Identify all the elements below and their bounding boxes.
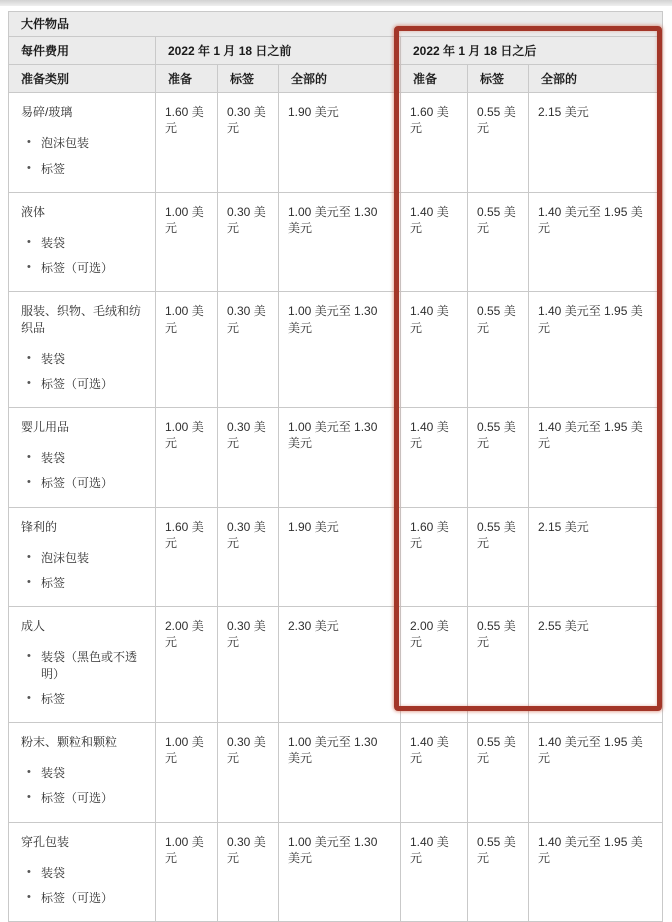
after-label-fee: 0.55 美元 <box>468 192 529 292</box>
column-header-row <box>9 65 663 93</box>
prep-requirement: • 装袋（黑色或不透明） <box>25 649 147 681</box>
after-label-fee: 0.55 美元 <box>468 408 529 508</box>
after-total-column-header: 全部的 <box>529 65 663 93</box>
after-total-fee: 2.55 美元 <box>529 607 663 723</box>
prep-requirement: • 标签（可选） <box>25 260 147 276</box>
before-label-fee: 0.30 美元 <box>218 192 279 292</box>
prep-requirement: • 标签 <box>25 161 147 177</box>
prep-requirement: • 装袋 <box>25 235 147 251</box>
table-row <box>9 408 663 508</box>
before-label-fee: 0.30 美元 <box>218 822 279 922</box>
table-row <box>9 93 663 193</box>
prep-requirements-list <box>21 351 147 392</box>
table-row <box>9 292 663 408</box>
before-label-fee: 0.30 美元 <box>218 722 279 822</box>
prep-category-column-header: 准备类别 <box>9 65 156 93</box>
prep-category-name: 锋利的 <box>21 519 58 534</box>
before-total-fee: 1.00 美元至 1.30 美元 <box>279 722 401 822</box>
before-total-fee: 1.90 美元 <box>279 507 401 607</box>
before-prep-fee: 1.00 美元 <box>156 192 218 292</box>
before-label-fee: 0.30 美元 <box>218 507 279 607</box>
prep-requirement: • 泡沫包装 <box>25 135 147 151</box>
before-total-fee: 1.00 美元至 1.30 美元 <box>279 408 401 508</box>
after-prep-fee: 1.60 美元 <box>401 507 468 607</box>
after-total-fee: 2.15 美元 <box>529 507 663 607</box>
prep-category-name: 液体 <box>21 204 46 219</box>
prep-requirement: • 标签 <box>25 575 147 591</box>
table-row <box>9 822 663 922</box>
prep-requirement: • 标签 <box>25 691 147 707</box>
before-label-fee: 0.30 美元 <box>218 607 279 723</box>
before-prep-fee: 1.60 美元 <box>156 507 218 607</box>
table-row <box>9 722 663 822</box>
after-total-fee: 2.15 美元 <box>529 93 663 193</box>
after-date-header: 2022 年 1 月 18 日之后 <box>401 37 663 65</box>
after-prep-fee: 1.40 美元 <box>401 722 468 822</box>
fee-per-unit-header: 每件费用 <box>9 37 156 65</box>
before-total-column-header: 全部的 <box>279 65 401 93</box>
prep-category-name: 成人 <box>21 619 46 634</box>
before-label-fee: 0.30 美元 <box>218 93 279 193</box>
prep-requirement: • 标签（可选） <box>25 790 147 806</box>
prep-requirements-list <box>21 135 147 176</box>
after-total-fee: 1.40 美元至 1.95 美元 <box>529 408 663 508</box>
before-prep-fee: 1.00 美元 <box>156 822 218 922</box>
prep-fees-table <box>8 11 663 922</box>
before-prep-fee: 1.60 美元 <box>156 93 218 193</box>
before-prep-fee: 1.00 美元 <box>156 722 218 822</box>
before-total-fee: 1.00 美元至 1.30 美元 <box>279 292 401 408</box>
after-total-fee: 1.40 美元至 1.95 美元 <box>529 292 663 408</box>
after-prep-fee: 2.00 美元 <box>401 607 468 723</box>
after-prep-fee: 1.40 美元 <box>401 822 468 922</box>
after-prep-fee: 1.40 美元 <box>401 292 468 408</box>
before-prep-fee: 1.00 美元 <box>156 408 218 508</box>
prep-requirement: • 装袋 <box>25 450 147 466</box>
prep-requirements-list <box>21 865 147 906</box>
table-title-row <box>9 12 663 37</box>
after-prep-fee: 1.40 美元 <box>401 192 468 292</box>
prep-requirement: • 装袋 <box>25 351 147 367</box>
table-row <box>9 507 663 607</box>
after-label-fee: 0.55 美元 <box>468 822 529 922</box>
before-date-header: 2022 年 1 月 18 日之前 <box>156 37 401 65</box>
prep-category-name: 粉末、颗粒和颗粒 <box>21 734 118 749</box>
prep-requirement: • 泡沫包装 <box>25 550 147 566</box>
before-total-fee: 1.00 美元至 1.30 美元 <box>279 192 401 292</box>
before-prep-fee: 1.00 美元 <box>156 292 218 408</box>
after-total-fee: 1.40 美元至 1.95 美元 <box>529 822 663 922</box>
after-total-fee: 1.40 美元至 1.95 美元 <box>529 722 663 822</box>
prep-requirements-list <box>21 649 147 707</box>
table-row <box>9 192 663 292</box>
prep-category-name: 婴儿用品 <box>21 420 70 435</box>
prep-requirements-list <box>21 550 147 591</box>
table-title: 大件物品 <box>9 12 663 37</box>
prep-requirement: • 标签（可选） <box>25 890 147 906</box>
prep-requirements-list <box>21 235 147 276</box>
prep-category-name: 服装、织物、毛绒和纺织品 <box>21 304 142 335</box>
after-label-fee: 0.55 美元 <box>468 507 529 607</box>
before-total-fee: 1.00 美元至 1.30 美元 <box>279 822 401 922</box>
before-label-fee: 0.30 美元 <box>218 408 279 508</box>
table-row <box>9 607 663 723</box>
after-total-fee: 1.40 美元至 1.95 美元 <box>529 192 663 292</box>
after-label-fee: 0.55 美元 <box>468 722 529 822</box>
after-prep-column-header: 准备 <box>401 65 468 93</box>
fee-period-header-row <box>9 37 663 65</box>
before-label-column-header: 标签 <box>218 65 279 93</box>
prep-category-name: 穿孔包装 <box>21 834 70 849</box>
after-label-fee: 0.55 美元 <box>468 607 529 723</box>
after-prep-fee: 1.40 美元 <box>401 408 468 508</box>
prep-requirement: • 标签（可选） <box>25 376 147 392</box>
after-prep-fee: 1.60 美元 <box>401 93 468 193</box>
before-label-fee: 0.30 美元 <box>218 292 279 408</box>
before-total-fee: 1.90 美元 <box>279 93 401 193</box>
prep-requirements-list <box>21 765 147 806</box>
before-prep-fee: 2.00 美元 <box>156 607 218 723</box>
after-label-fee: 0.55 美元 <box>468 292 529 408</box>
prep-requirement: • 装袋 <box>25 865 147 881</box>
prep-requirements-list <box>21 450 147 491</box>
before-total-fee: 2.30 美元 <box>279 607 401 723</box>
prep-requirement: • 标签（可选） <box>25 475 147 491</box>
after-label-column-header: 标签 <box>468 65 529 93</box>
page-top-edge <box>0 0 672 6</box>
before-prep-column-header: 准备 <box>156 65 218 93</box>
prep-category-name: 易碎/玻璃 <box>21 105 73 120</box>
after-label-fee: 0.55 美元 <box>468 93 529 193</box>
prep-requirement: • 装袋 <box>25 765 147 781</box>
